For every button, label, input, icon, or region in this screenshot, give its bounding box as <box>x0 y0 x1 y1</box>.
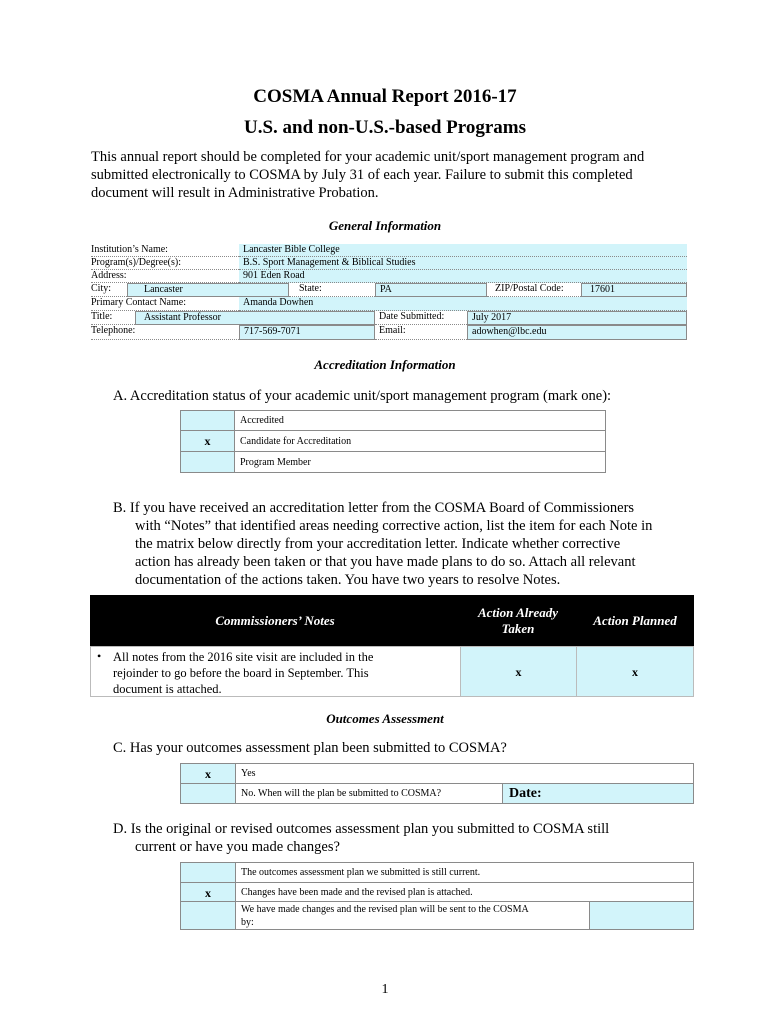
note-cell <box>90 646 461 697</box>
accredited-mark-cell[interactable] <box>180 410 235 431</box>
still-current-option: The outcomes assessment plan we submitted is still current. <box>235 862 694 883</box>
action-taken-header-line: Taken <box>501 621 535 636</box>
yes-mark: x <box>205 767 211 781</box>
question-b-line: with “Notes” that identified areas needing corrective action, list the item for each Note in <box>135 518 653 534</box>
general-info-table <box>91 244 687 340</box>
revised-later-option <box>235 901 590 930</box>
state-field[interactable]: PA <box>375 283 487 297</box>
no-option: No. When will the plan be submitted to COSMA? <box>235 783 503 804</box>
question-d-line: current or have you made changes? <box>135 839 340 855</box>
note-line: document is attached. <box>113 682 222 696</box>
contact-field[interactable]: Amanda Dowhen <box>239 297 687 311</box>
question-d <box>113 820 609 856</box>
institution-label: Institution’s Name: <box>91 244 239 257</box>
plan-status-table <box>180 862 694 930</box>
question-b <box>113 499 652 589</box>
zip-label: ZIP/Postal Code: <box>487 283 581 297</box>
notes-column-header: Commissioners’ Notes <box>215 613 335 628</box>
contact-label: Primary Contact Name: <box>91 297 239 311</box>
city-field[interactable]: Lancaster <box>127 283 289 297</box>
question-c: C. Has your outcomes assessment plan been submitted to COSMA? <box>113 740 507 756</box>
page-number: 1 <box>381 982 389 997</box>
question-b-line: the matrix below directly from your accreditation letter. Indicate whether corrective <box>135 536 621 552</box>
telephone-label: Telephone: <box>91 325 239 340</box>
email-field[interactable]: adowhen@lbc.edu <box>467 325 687 340</box>
program-member-option: Program Member <box>234 451 606 473</box>
outcomes-heading: Outcomes Assessment <box>326 711 444 726</box>
candidate-mark: x <box>204 434 211 448</box>
program-member-mark-cell[interactable] <box>180 451 235 473</box>
yes-mark-cell[interactable] <box>180 763 236 784</box>
report-subtitle: U.S. and non-U.S.-based Programs <box>243 117 527 138</box>
action-planned-mark: x <box>632 665 638 679</box>
note-text <box>113 649 373 697</box>
intro-line: submitted electronically to COSMA by July 31 of each year. Failure to submit this completed <box>91 167 633 183</box>
date-submitted-label: Date Submitted: <box>375 311 467 325</box>
question-b-line: documentation of the actions taken. You have two years to resolve Notes. <box>135 572 561 588</box>
outcomes-submitted-table <box>180 763 694 804</box>
revised-later-date-field[interactable] <box>589 901 694 930</box>
date-submitted-field[interactable]: July 2017 <box>467 311 687 325</box>
bullet-icon: • <box>97 649 102 663</box>
telephone-field[interactable]: 717-569-7071 <box>239 325 375 340</box>
report-title: COSMA Annual Report 2016-17 <box>253 86 517 107</box>
zip-field[interactable]: 17601 <box>581 283 687 297</box>
revised-later-line: We have made changes and the revised plan will be sent to the COSMA <box>241 904 529 915</box>
yes-option: Yes <box>235 763 694 784</box>
programs-field[interactable]: B.S. Sport Management & Biblical Studies <box>239 257 687 270</box>
accreditation-heading: Accreditation Information <box>314 357 456 372</box>
question-d-line: D. Is the original or revised outcomes assessment plan you submitted to COSMA still <box>113 821 610 837</box>
revised-attached-option: Changes have been made and the revised plan is attached. <box>235 882 694 902</box>
date-label: Date: <box>509 786 542 801</box>
accreditation-status-table <box>180 410 606 473</box>
action-taken-header-line: Action Already <box>477 605 559 620</box>
institution-field[interactable]: Lancaster Bible College <box>239 244 687 257</box>
address-field[interactable]: 901 Eden Road <box>239 270 687 283</box>
note-line: All notes from the 2016 site visit are included in the <box>113 650 374 664</box>
accredited-option: Accredited <box>234 410 606 431</box>
question-b-line: action has already been taken or that you have made plans to do so. Attach all relevant <box>135 554 636 570</box>
action-taken-mark: x <box>515 665 522 679</box>
title-label: Title: <box>91 311 135 325</box>
revised-later-line: by: <box>241 917 254 928</box>
programs-label: Program(s)/Degree(s): <box>91 257 239 270</box>
question-b-line: B. If you have received an accreditation letter from the COSMA Board of Commissioners <box>113 500 635 516</box>
address-label: Address: <box>91 270 239 283</box>
city-label: City: <box>91 283 127 297</box>
note-line: rejoinder to go before the board in September. This <box>113 666 369 680</box>
revised-later-mark-cell[interactable] <box>180 901 236 930</box>
action-planned-column-header: Action Planned <box>593 613 677 628</box>
candidate-option: Candidate for Accreditation <box>234 430 606 452</box>
still-current-mark-cell[interactable] <box>180 862 236 883</box>
title-field[interactable]: Assistant Professor <box>135 311 375 325</box>
general-info-heading: General Information <box>328 218 442 233</box>
submission-date-field[interactable] <box>502 783 694 804</box>
no-mark-cell[interactable] <box>180 783 236 804</box>
action-taken-column-header <box>460 605 576 637</box>
commissioners-notes-table <box>90 595 694 697</box>
email-label: Email: <box>375 325 467 340</box>
revised-attached-mark-cell[interactable] <box>180 882 236 902</box>
action-taken-cell[interactable] <box>460 646 577 697</box>
intro-line: document will result in Administrative Probation. <box>91 185 379 201</box>
question-a: A. Accreditation status of your academic unit/sport management program (mark one): <box>113 388 612 404</box>
candidate-mark-cell[interactable] <box>180 430 235 452</box>
intro-paragraph <box>91 148 644 202</box>
revised-attached-mark: x <box>205 886 211 900</box>
intro-line: This annual report should be completed for your academic unit/sport management program and <box>91 149 645 165</box>
action-planned-cell[interactable] <box>576 646 694 697</box>
state-label: State: <box>289 283 375 297</box>
